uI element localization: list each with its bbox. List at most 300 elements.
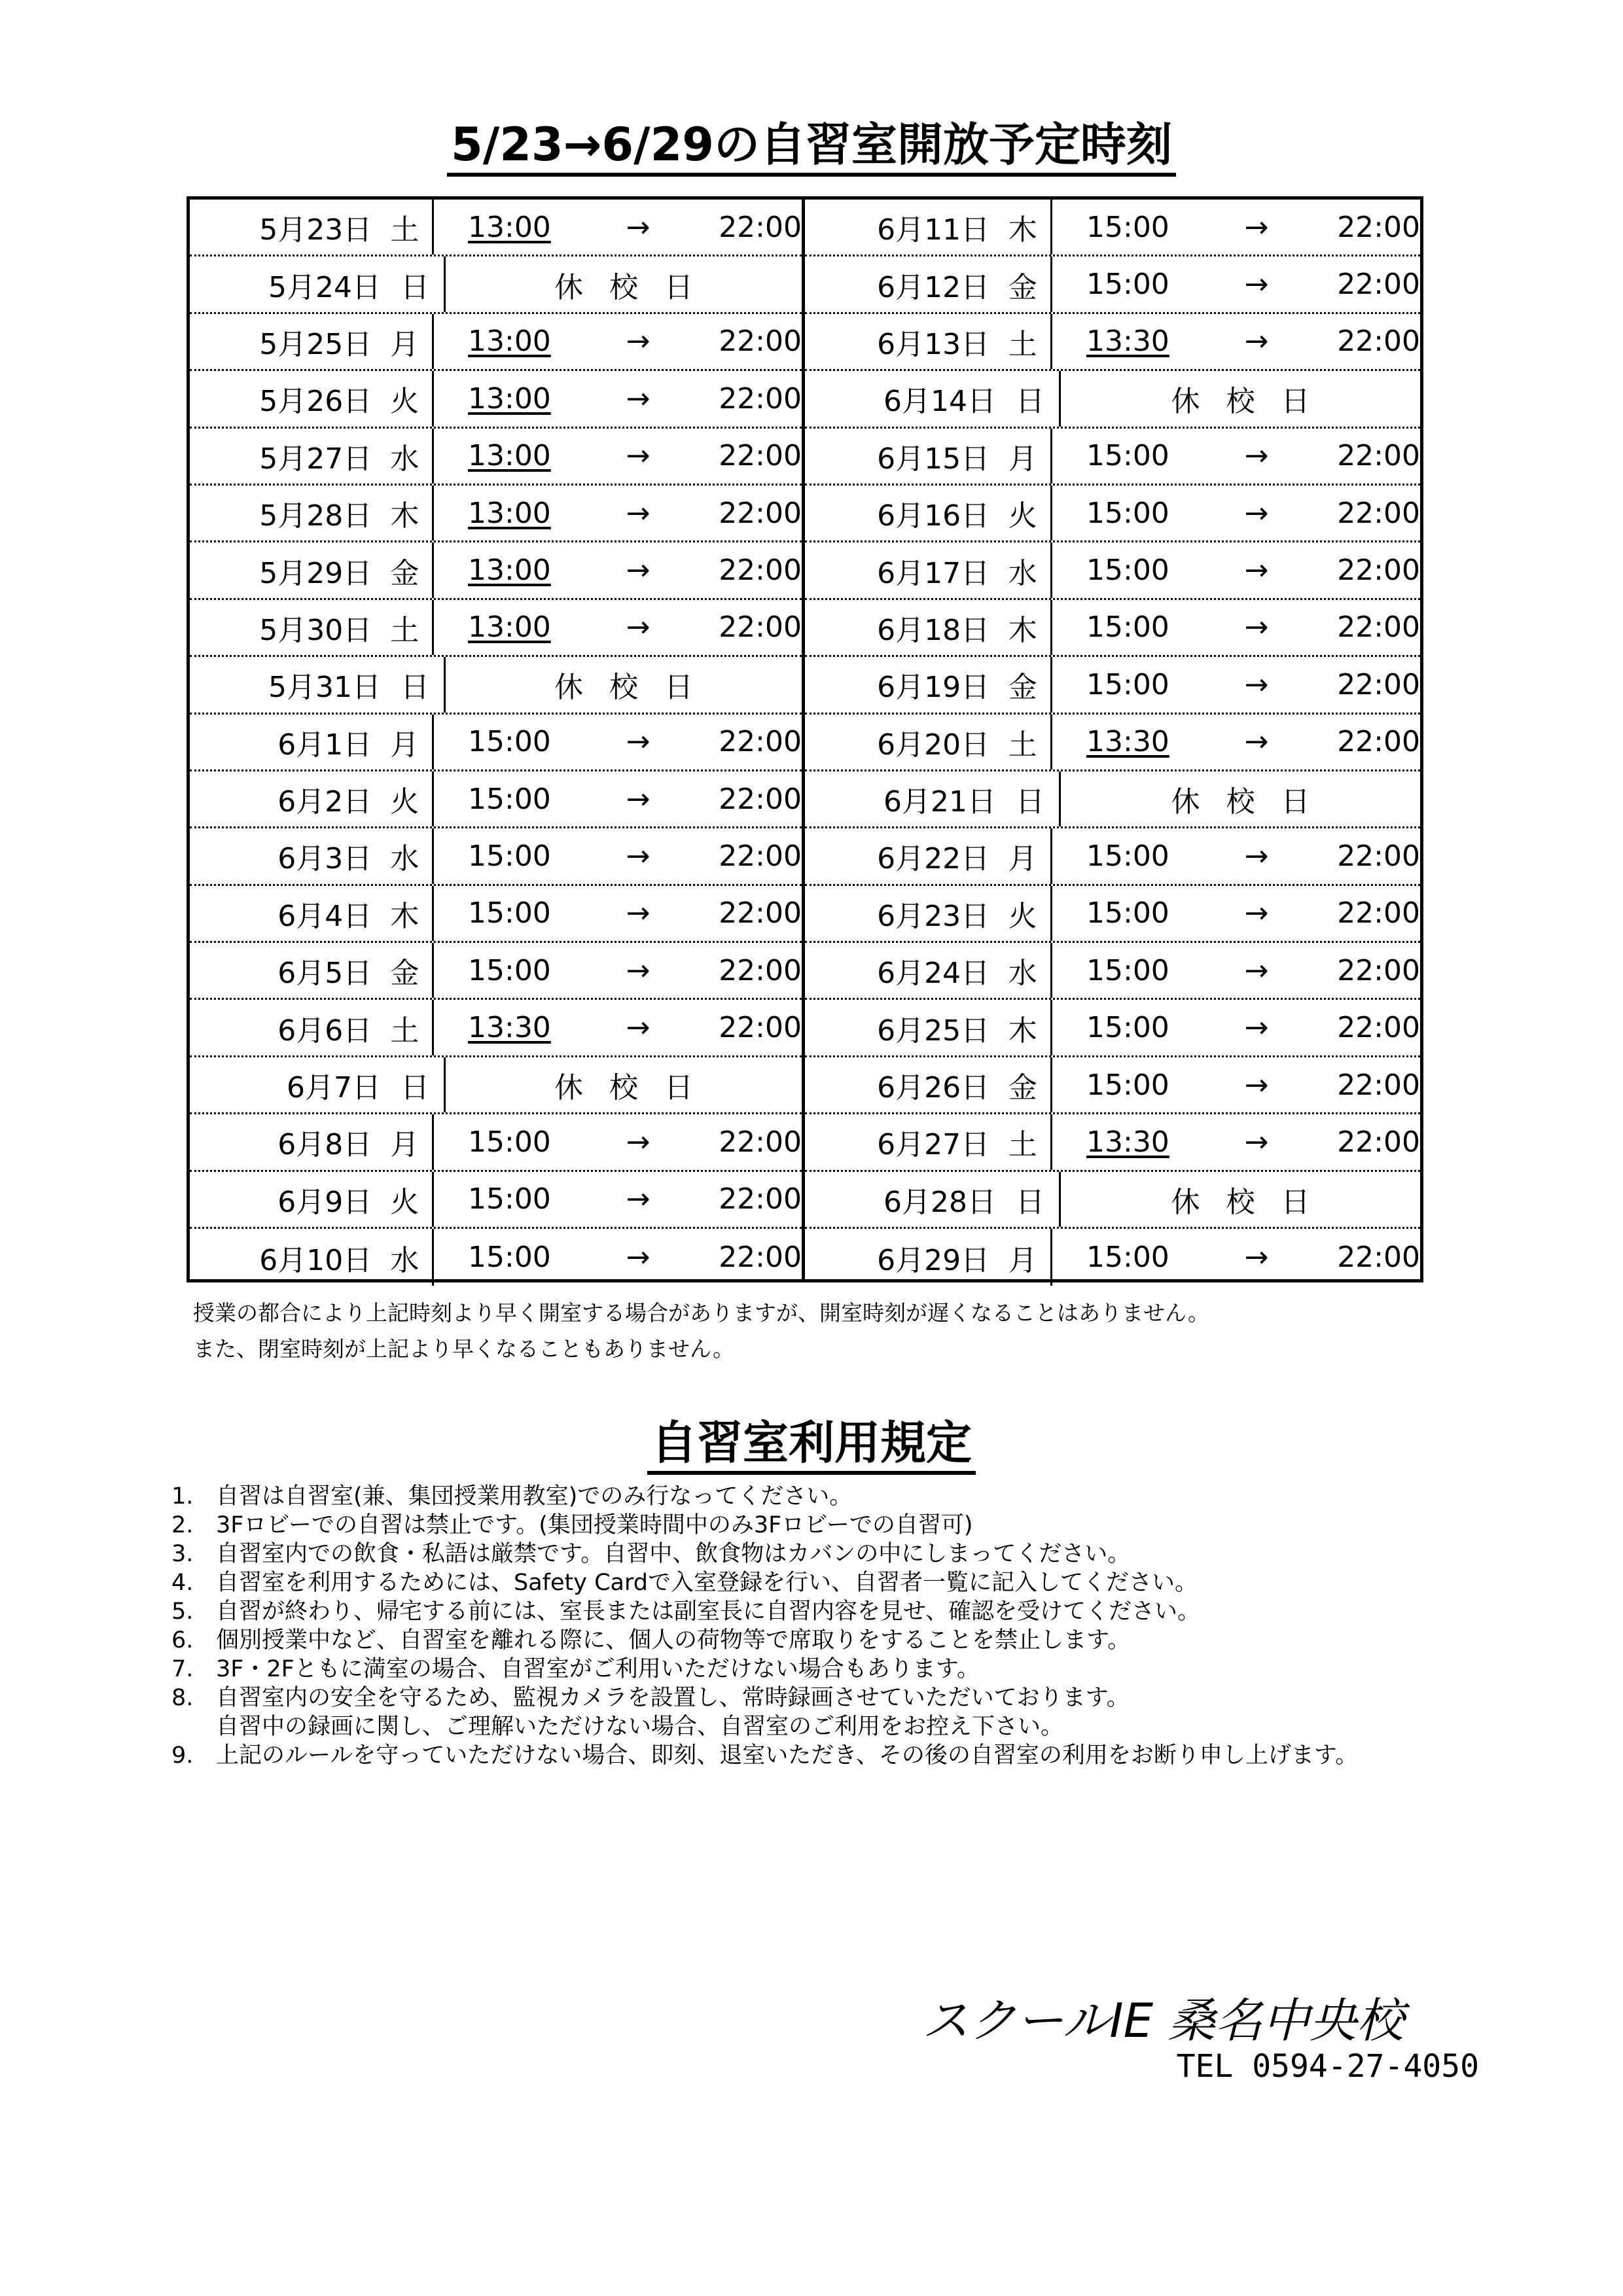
weekday-cell: 火 (390, 785, 419, 819)
schedule-row (190, 1114, 802, 1171)
schedule-row (805, 1229, 1420, 1286)
schedule-row (805, 943, 1420, 1000)
rule-number: 8. (171, 1685, 194, 1711)
rule-line: 自習は自習室(兼、集団授業用教室)でのみ行なってください。 (216, 1483, 853, 1510)
arrow-icon: → (626, 554, 651, 588)
arrow-icon: → (1244, 953, 1269, 987)
rule-number: 1. (171, 1483, 194, 1510)
open-time: 13:00 (468, 496, 551, 530)
close-time: 22:00 (719, 210, 802, 244)
rule-text (216, 1568, 1198, 1597)
schedule-row (805, 200, 1420, 256)
arrow-icon: → (626, 1125, 651, 1159)
schedule-column-left (190, 200, 805, 1279)
open-time: 15:00 (1086, 496, 1169, 530)
close-time: 22:00 (1337, 1241, 1420, 1275)
rule-text (216, 1626, 1130, 1655)
hours-cell (446, 1064, 802, 1106)
date-cell: 6月24日 (877, 957, 990, 991)
hours-cell (434, 783, 802, 816)
hours-cell (1052, 1125, 1420, 1159)
date-cell: 6月29日 (877, 1243, 990, 1277)
arrow-icon: → (626, 210, 651, 244)
date-cell: 6月13日 (877, 327, 990, 361)
arrow-icon: → (1244, 439, 1269, 473)
weekday-cell: 月 (1008, 442, 1037, 476)
date-cell: 6月26日 (877, 1071, 990, 1105)
close-time: 22:00 (719, 1241, 802, 1275)
schedule-row (190, 200, 802, 256)
arrow-icon: → (1244, 1068, 1269, 1102)
weekday-cell: 水 (1008, 556, 1037, 590)
hours-cell (434, 211, 802, 244)
schedule-row (805, 600, 1420, 657)
weekday-cell: 木 (390, 899, 419, 933)
rule-item (171, 1482, 1358, 1511)
close-time: 22:00 (1337, 1125, 1420, 1159)
schedule-row (190, 943, 802, 1000)
schedule-row (190, 715, 802, 771)
weekday-cell: 金 (390, 556, 419, 590)
rule-text (216, 1597, 1200, 1626)
weekday-cell: 水 (1008, 957, 1037, 991)
arrow-icon: → (1244, 1011, 1269, 1045)
arrow-icon: → (626, 896, 651, 930)
schedule-column-right (805, 200, 1420, 1279)
date-cell: 6月11日 (877, 213, 990, 247)
close-time: 22:00 (1337, 496, 1420, 530)
close-time: 22:00 (1337, 667, 1420, 701)
hours-cell (1052, 1241, 1420, 1274)
arrow-icon: → (1244, 496, 1269, 530)
hours-cell (434, 1182, 802, 1216)
hours-cell (1052, 554, 1420, 587)
weekday-cell: 土 (390, 213, 419, 247)
date-cell: 6月2日 (277, 785, 372, 819)
date-cell: 6月10日 (259, 1243, 372, 1277)
schedule-row (190, 1172, 802, 1229)
open-time: 15:00 (1086, 1011, 1169, 1045)
open-time: 13:30 (1086, 1125, 1169, 1159)
open-time: 15:00 (1086, 839, 1169, 873)
rule-item (171, 1597, 1358, 1626)
close-time: 22:00 (719, 1182, 802, 1216)
close-time: 22:00 (719, 839, 802, 873)
open-time: 15:00 (468, 1241, 551, 1275)
weekday-cell: 土 (390, 1014, 419, 1048)
weekday-cell: 水 (390, 1243, 419, 1277)
schedule-row (190, 486, 802, 542)
hours-cell (1052, 896, 1420, 930)
weekday-cell: 月 (390, 728, 419, 762)
hours-cell (1052, 439, 1420, 472)
weekday-cell: 木 (1008, 1014, 1037, 1048)
hours-cell (1052, 211, 1420, 244)
close-time: 22:00 (1337, 953, 1420, 987)
open-time: 13:30 (1086, 325, 1169, 359)
date-cell: 6月28日 (883, 1185, 996, 1219)
open-time: 13:30 (468, 1011, 551, 1045)
weekday-cell: 日 (401, 270, 429, 304)
hours-cell (1061, 1178, 1420, 1220)
rule-item (171, 1568, 1358, 1597)
hours-cell (434, 325, 802, 358)
weekday-cell: 日 (1016, 1185, 1044, 1219)
close-time: 22:00 (719, 439, 802, 473)
schedule-row (805, 429, 1420, 486)
close-time: 22:00 (1337, 839, 1420, 873)
closed-day-label: 休校日 (554, 270, 719, 304)
schedule-row (190, 542, 802, 599)
arrow-icon: → (626, 1241, 651, 1275)
close-time: 22:00 (1337, 1068, 1420, 1102)
date-cell: 5月25日 (259, 327, 372, 361)
date-cell: 6月25日 (877, 1014, 990, 1048)
arrow-icon: → (626, 1011, 651, 1045)
schedule-row (805, 886, 1420, 943)
weekday-cell: 火 (390, 385, 419, 419)
weekday-cell: 日 (401, 671, 429, 705)
hours-cell (1052, 610, 1420, 644)
weekday-cell: 金 (390, 957, 419, 991)
close-time: 22:00 (1337, 268, 1420, 302)
date-cell: 6月8日 (277, 1128, 372, 1162)
hours-cell (1052, 839, 1420, 873)
arrow-icon: → (1244, 896, 1269, 930)
close-time: 22:00 (719, 610, 802, 645)
close-time: 22:00 (1337, 896, 1420, 930)
hours-cell (434, 1241, 802, 1274)
schedule-row (190, 1229, 802, 1286)
date-cell: 5月26日 (259, 385, 372, 419)
close-time: 22:00 (719, 325, 802, 359)
page-title: 5/23→6/29の自習室開放予定時刻 (0, 115, 1623, 174)
date-cell: 6月9日 (277, 1185, 372, 1219)
arrow-icon: → (1244, 667, 1269, 701)
date-cell: 6月27日 (877, 1128, 990, 1162)
arrow-icon: → (1244, 610, 1269, 645)
date-cell: 6月14日 (883, 385, 996, 419)
arrow-icon: → (626, 381, 651, 415)
weekday-cell: 火 (1008, 499, 1037, 533)
rule-number: 4. (171, 1570, 194, 1596)
schedule-note: また、閉室時刻が上記より早くなることもありません。 (193, 1336, 734, 1362)
hours-cell (1052, 725, 1420, 758)
open-time: 15:00 (468, 953, 551, 987)
open-time: 15:00 (1086, 667, 1169, 701)
weekday-cell: 土 (1008, 327, 1037, 361)
hours-cell (434, 1125, 802, 1159)
schedule-note: 授業の都合により上記時刻より早く開室する場合がありますが、開室時刻が遅くなることはありません。 (193, 1300, 1209, 1326)
open-time: 15:00 (1086, 439, 1169, 473)
arrow-icon: → (626, 782, 651, 816)
weekday-cell: 日 (1016, 785, 1044, 819)
rule-text (216, 1655, 980, 1684)
close-time: 22:00 (719, 1125, 802, 1159)
rule-number: 6. (171, 1627, 194, 1653)
weekday-cell: 金 (1008, 1071, 1037, 1105)
rule-line: 3F・2Fともに満室の場合、自習室がご利用いただけない場合もあります。 (216, 1656, 980, 1682)
weekday-cell: 日 (1016, 385, 1044, 419)
rule-item (171, 1741, 1358, 1770)
hours-cell (446, 663, 802, 705)
date-cell: 6月21日 (883, 785, 996, 819)
weekday-cell: 金 (1008, 671, 1037, 705)
closed-day-label: 休校日 (554, 671, 719, 705)
open-time: 15:00 (468, 1182, 551, 1216)
closed-day-label: 休校日 (1171, 385, 1336, 419)
schedule-row (805, 314, 1420, 371)
date-cell: 5月29日 (259, 556, 372, 590)
arrow-icon: → (1244, 1125, 1269, 1159)
rule-line: 自習室を利用するためには、Safety Cardで入室登録を行い、自習者一覧に記入してください。 (216, 1570, 1198, 1596)
hours-cell (434, 554, 802, 587)
weekday-cell: 日 (401, 1071, 429, 1105)
close-time: 22:00 (1337, 610, 1420, 645)
hours-cell (1061, 778, 1420, 820)
open-time: 15:00 (468, 896, 551, 930)
rule-item (171, 1511, 1358, 1540)
arrow-icon: → (626, 953, 651, 987)
weekday-cell: 月 (1008, 842, 1037, 876)
rule-item (171, 1540, 1358, 1568)
hours-cell (1052, 1011, 1420, 1044)
open-time: 15:00 (1086, 554, 1169, 588)
close-time: 22:00 (719, 782, 802, 816)
close-time: 22:00 (1337, 554, 1420, 588)
weekday-cell: 木 (390, 499, 419, 533)
weekday-cell: 木 (1008, 213, 1037, 247)
date-cell: 6月15日 (877, 442, 990, 476)
arrow-icon: → (1244, 268, 1269, 302)
date-cell: 6月5日 (277, 957, 372, 991)
date-cell: 5月27日 (259, 442, 372, 476)
schedule-row (805, 771, 1420, 828)
hours-cell (434, 439, 802, 472)
weekday-cell: 木 (1008, 613, 1037, 647)
arrow-icon: → (626, 439, 651, 473)
schedule-row (190, 429, 802, 486)
schedule-row (805, 715, 1420, 771)
rule-line: 自習中の録画に関し、ご理解いただけない場合、自習室のご利用をお控え下さい。 (216, 1714, 1064, 1740)
rule-number: 2. (171, 1512, 194, 1538)
schedule-row (190, 657, 802, 714)
open-time: 15:00 (1086, 1241, 1169, 1275)
rule-line: 自習が終わり、帰宅する前には、室長または副室長に自習内容を見せ、確認を受けてください。 (216, 1598, 1200, 1625)
rule-line: 上記のルールを守っていただけない場合、即刻、退室いただき、その後の自習室の利用をお断り申し上げます。 (216, 1742, 1359, 1769)
hours-cell (434, 954, 802, 987)
rule-number: 7. (171, 1656, 194, 1682)
rule-number: 3. (171, 1541, 194, 1567)
arrow-icon: → (626, 839, 651, 873)
weekday-cell: 月 (390, 327, 419, 361)
open-time: 15:00 (1086, 1068, 1169, 1102)
date-cell: 6月20日 (877, 728, 990, 762)
schedule-row (805, 256, 1420, 313)
rule-text (216, 1684, 1130, 1741)
open-time: 13:00 (468, 381, 551, 415)
schedule-row (190, 1000, 802, 1057)
hours-cell (434, 1011, 802, 1044)
schedule-row (805, 1057, 1420, 1114)
schedule-row (190, 256, 802, 313)
date-cell: 6月16日 (877, 499, 990, 533)
hours-cell (1052, 954, 1420, 987)
weekday-cell: 月 (390, 1128, 419, 1162)
weekday-cell: 土 (390, 613, 419, 647)
open-time: 13:30 (1086, 725, 1169, 759)
open-time: 15:00 (1086, 896, 1169, 930)
open-time: 13:00 (468, 325, 551, 359)
close-time: 22:00 (719, 554, 802, 588)
hours-cell (434, 725, 802, 758)
date-cell: 5月23日 (259, 213, 372, 247)
arrow-icon: → (1244, 839, 1269, 873)
hours-cell (1052, 497, 1420, 530)
rule-number: 5. (171, 1598, 194, 1625)
closed-day-label: 休校日 (1171, 1185, 1336, 1219)
open-time: 15:00 (1086, 268, 1169, 302)
open-time: 15:00 (468, 782, 551, 816)
open-time: 15:00 (468, 1125, 551, 1159)
schedule-row (805, 371, 1420, 428)
close-time: 22:00 (719, 381, 802, 415)
schedule-row (805, 542, 1420, 599)
rule-line: 3Fロビーでの自習は禁止です。(集団授業時間中のみ3Fロビーでの自習可) (216, 1512, 973, 1538)
weekday-cell: 月 (1008, 1243, 1037, 1277)
schedule-row (190, 1057, 802, 1114)
schedule-table (187, 196, 1423, 1282)
rule-line: 自習室内の安全を守るため、監視カメラを設置し、常時録画させていただいております。 (216, 1685, 1130, 1711)
school-name: スクールIE 桑名中央校 (921, 1993, 1404, 2048)
hours-cell (446, 264, 802, 306)
weekday-cell: 水 (390, 442, 419, 476)
hours-cell (434, 382, 802, 415)
hours-cell (1052, 668, 1420, 701)
weekday-cell: 火 (390, 1185, 419, 1219)
close-time: 22:00 (1337, 210, 1420, 244)
rule-item (171, 1655, 1358, 1684)
open-time: 15:00 (468, 725, 551, 759)
rule-line: 自習室内での飲食・私語は厳禁です。自習中、飲食物はカバンの中にしまってください。 (216, 1541, 1131, 1567)
closed-day-label: 休校日 (554, 1071, 719, 1105)
weekday-cell: 火 (1008, 899, 1037, 933)
close-time: 22:00 (719, 496, 802, 530)
date-cell: 6月1日 (277, 728, 372, 762)
date-cell: 6月12日 (877, 270, 990, 304)
schedule-row (805, 828, 1420, 885)
close-time: 22:00 (719, 953, 802, 987)
schedule-row (805, 1172, 1420, 1229)
rule-text (216, 1482, 852, 1511)
open-time: 13:00 (468, 439, 551, 473)
schedule-row (190, 314, 802, 371)
arrow-icon: → (1244, 325, 1269, 359)
weekday-cell: 金 (1008, 270, 1037, 304)
close-time: 22:00 (1337, 1011, 1420, 1045)
rule-number: 9. (171, 1742, 194, 1769)
schedule-row (805, 1114, 1420, 1171)
date-cell: 6月18日 (877, 613, 990, 647)
arrow-icon: → (1244, 210, 1269, 244)
hours-cell (1061, 378, 1420, 419)
open-time: 15:00 (1086, 210, 1169, 244)
schedule-row (805, 486, 1420, 542)
date-cell: 5月24日 (268, 270, 381, 304)
schedule-row (190, 886, 802, 943)
date-cell: 5月31日 (268, 671, 381, 705)
schedule-row (190, 828, 802, 885)
date-cell: 6月23日 (877, 899, 990, 933)
date-cell: 6月19日 (877, 671, 990, 705)
close-time: 22:00 (1337, 325, 1420, 359)
rules-title: 自習室利用規定 (0, 1413, 1623, 1472)
rule-item (171, 1684, 1358, 1741)
arrow-icon: → (626, 496, 651, 530)
schedule-row (190, 371, 802, 428)
weekday-cell: 水 (390, 842, 419, 876)
date-cell: 6月6日 (277, 1014, 372, 1048)
arrow-icon: → (626, 1182, 651, 1216)
rule-line: 個別授業中など、自習室を離れる際に、個人の荷物等で席取りをすることを禁止します。 (216, 1627, 1131, 1653)
phone-number: TEL 0594-27-4050 (1176, 2048, 1479, 2085)
arrow-icon: → (1244, 725, 1269, 759)
arrow-icon: → (626, 610, 651, 645)
date-cell: 6月3日 (277, 842, 372, 876)
arrow-icon: → (626, 725, 651, 759)
rule-text (216, 1540, 1130, 1568)
close-time: 22:00 (719, 896, 802, 930)
hours-cell (434, 610, 802, 644)
hours-cell (1052, 268, 1420, 301)
schedule-row (190, 771, 802, 828)
open-time: 13:00 (468, 210, 551, 244)
rule-text (216, 1511, 973, 1540)
weekday-cell: 土 (1008, 1128, 1037, 1162)
date-cell: 5月28日 (259, 499, 372, 533)
hours-cell (1052, 325, 1420, 358)
rule-text (216, 1741, 1358, 1770)
close-time: 22:00 (1337, 725, 1420, 759)
date-cell: 6月22日 (877, 842, 990, 876)
hours-cell (434, 896, 802, 930)
close-time: 22:00 (719, 1011, 802, 1045)
hours-cell (434, 497, 802, 530)
schedule-row (805, 1000, 1420, 1057)
open-time: 13:00 (468, 554, 551, 588)
arrow-icon: → (1244, 1241, 1269, 1275)
schedule-row (190, 600, 802, 657)
arrow-icon: → (626, 325, 651, 359)
hours-cell (1052, 1069, 1420, 1102)
open-time: 15:00 (468, 839, 551, 873)
closed-day-label: 休校日 (1171, 785, 1336, 819)
weekday-cell: 土 (1008, 728, 1037, 762)
open-time: 15:00 (1086, 610, 1169, 645)
date-cell: 5月30日 (259, 613, 372, 647)
rule-item (171, 1626, 1358, 1655)
schedule-row (805, 657, 1420, 714)
close-time: 22:00 (719, 725, 802, 759)
date-cell: 6月17日 (877, 556, 990, 590)
open-time: 13:00 (468, 610, 551, 645)
rules-list (171, 1482, 1358, 1770)
arrow-icon: → (1244, 554, 1269, 588)
hours-cell (434, 839, 802, 873)
open-time: 15:00 (1086, 953, 1169, 987)
date-cell: 6月7日 (287, 1071, 381, 1105)
date-cell: 6月4日 (277, 899, 372, 933)
